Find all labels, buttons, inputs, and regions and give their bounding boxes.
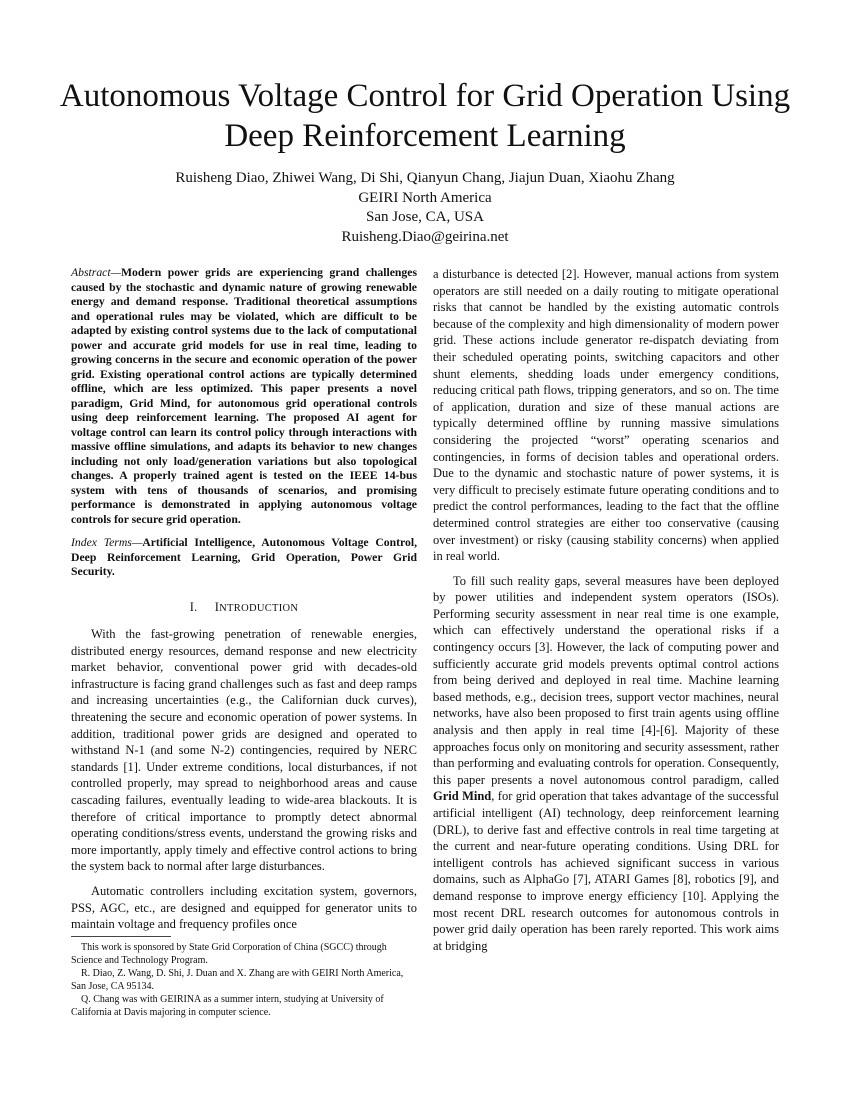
footnote-funding: This work is sponsored by State Grid Corporation of China (SGCC) through Science and Technology Program. (71, 942, 387, 966)
paper-title (30, 76, 820, 156)
title-line-1: Autonomous Voltage Control for Grid Operation Using (59, 78, 791, 114)
section-title-rest: NTRODUCTION (219, 602, 299, 614)
intro-paragraph-2: Automatic controllers including excitation system, governors, PSS, AGC, etc., are designed and equipped for generator units to maintain voltage and frequency profiles once (71, 884, 417, 932)
author-email: Ruisheng.Diao@geirina.net (341, 228, 509, 245)
right-column (433, 266, 779, 954)
grid-mind-term: Grid Mind (433, 789, 492, 804)
footnote-intern: Q. Chang was with GEIRINA as a summer intern, studying at University of California at Davis majoring in computer science. (71, 994, 384, 1018)
intro-paragraph-3-part-a: To fill such reality gaps, several measures have been deployed by power utilities and independent system operators (ISOs). Performing security assessment in near real time is one example, which can effectively understand the operational risks if a contingency occurs [3]. However, the lack of computing power and sufficiently accurate grid models prevents optimal control actions from being derived and deployed in real time. Machine learning based methods, e.g., decision trees, support vector machines, neural networks, have also been proposed to first train agents using offline analysis and then apply in real time [4]-[6]. Majority of these approaches focus only on monitoring and security assessment, rather than performing and evaluating controls for operation. Consequently, this paper presents a novel autonomous control paradigm, called (433, 573, 779, 787)
index-terms-text: Artificial Intelligence, Autonomous Voltage Control, Deep Reinforcement Learning, Grid Operation, Power Grid Security. (71, 536, 418, 578)
index-terms-label: Index Terms— (71, 536, 143, 549)
abstract-label: Abstract— (71, 266, 121, 279)
abstract-text: Modern power grids are experiencing grand challenges caused by the stochastic and dynamic nature of growing renewable energy and demand response. Traditional theoretical assumptions and operational rules may be violated, which are difficult to be adapted by existing control systems due to the lack of computational power and accurate grid models for use in real time, leading to growing concerns in the secure and economic operation of the power grid. Existing operational control actions are typically determined offline, which are less optimized. This paper presents a novel paradigm, Grid Mind, for autonomous grid operational controls using deep reinforcement learning. The proposed AI agent for voltage control can learn its control policy through interactions with massive offline simulations, and adapts its behavior to new changes including not only load/generation variations but also topological changes. A properly trained agent is tested on the IEEE 14-bus system with tens of thousands of scenarios, and promising performance is demonstrated in applying autonomous voltage controls for secure grid operation. (71, 266, 417, 526)
author-location: San Jose, CA, USA (366, 209, 484, 225)
author-affiliation: GEIRI North America (358, 189, 492, 206)
footnote-divider (71, 936, 171, 937)
section-number: I. (189, 599, 198, 614)
author-names: Ruisheng Diao, Zhiwei Wang, Di Shi, Qianyun Chang, Jiajun Duan, Xiaohu Zhang (175, 170, 675, 186)
intro-paragraph-3-part-b: , for grid operation that takes advantage of the successful artificial intelligent (AI) technology, deep reinforcement learning (DRL), to derive fast and effective controls in real time targeting at the current and near-future operating conditions. Using DRL for intelligent controls has achieved significant success in various domains, such as AlphaGo [7], ATARI Games [8], robotics [9], and demand response to improve energy efficiency [10]. Applying the most recent DRL research outcomes for autonomous controls in power grid daily operation has been rarely reported. This work aims at bridging (433, 789, 779, 953)
intro-paragraph-1: With the fast-growing penetration of renewable energies, distributed energy resources, demand response and new electricity market behavior, conventional power grid with decades-old infrastructure is facing grand challenges such as fast and deep ramps and increasing uncertainties (e.g., the Californian duck curves), threatening the secure and economic operation of power systems. In addition, traditional power grids are designed and operated to withstand N-1 (and some N-2) contingencies, required by NERC standards [1]. Under extreme conditions, local disturbances, if not controlled properly, may spread to neighborhood areas and cause cascading failures, eventually leading to wide-area blackouts. It is therefore of critical importance to promptly detect abnormal operating conditions/stress events, understand the growing risks and more importantly, apply timely and effective control actions to bring the system back to normal after large disturbances. (71, 627, 417, 874)
section-heading-introduction (71, 599, 417, 618)
title-line-2: Deep Reinforcement Learning (224, 118, 626, 154)
author-block (30, 169, 820, 247)
intro-paragraph-3 (433, 573, 779, 955)
index-terms (71, 536, 417, 580)
footnote-affiliations: R. Diao, Z. Wang, D. Shi, J. Duan and X. Zhang are with GEIRI North America, San Jose, CA 95134. (71, 968, 404, 992)
left-column (71, 266, 417, 933)
intro-paragraph-2-continued: a disturbance is detected [2]. However, manual actions from system operators are still needed on a daily routing to mitigate operational risks that cannot be handled by the existing automatic controls because of the complexity and high dimensionality of modern power grid. These actions include generator re-dispatch deviating from their scheduled operating points, switching capacitors and other shunt elements, shedding loads under emergency conditions, reducing critical path flows, tripping generators, and so on. The time of application, duration and size of these manual actions are typically determined offline by running massive simulations considering the projected “worst” operating scenarios and contingencies, in forms of decision tables and operational orders. Due to the dynamic and stochastic nature of power systems, it is very difficult to precisely estimate future operating conditions and to predict the control performances, leading to the fact that the offline determined control strategies are either too conservative (causing over investment) or risky (causing stability concerns) when applied in real world. (433, 267, 779, 564)
section-title-first-letter: I (214, 599, 220, 614)
footnotes (71, 941, 417, 1019)
abstract (71, 266, 417, 527)
